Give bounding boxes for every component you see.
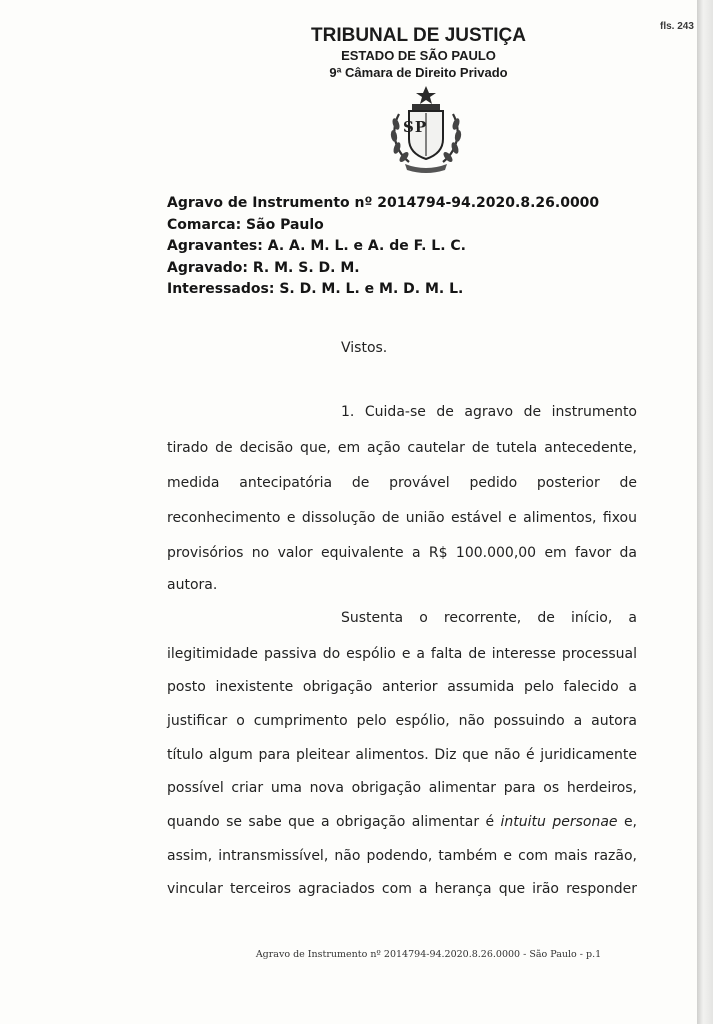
agravantes: Agravantes: A. A. M. L. e A. de F. L. C. bbox=[167, 238, 467, 254]
paragraph2-line bbox=[167, 814, 637, 830]
court-state: ESTADO DE SÃO PAULO bbox=[341, 48, 496, 63]
page-footer: Agravo de Instrumento nº 2014794-94.2020.8.26.0000 - São Paulo - p.1 bbox=[255, 949, 602, 960]
case-caption bbox=[167, 193, 599, 301]
paragraph1-line: reconhecimento e dissolução de união estável e alimentos, fixou bbox=[167, 510, 637, 526]
line-text: quando se sabe que a obrigação alimentar é bbox=[167, 814, 501, 830]
paragraph2-line: título algum para pleitear alimentos. Diz que não é juridicamente bbox=[167, 747, 637, 763]
paragraph1-line: medida antecipatória de provável pedido posterior de bbox=[167, 475, 637, 491]
vistos: Vistos. bbox=[341, 340, 388, 356]
paragraph2-line: posto inexistente obrigação anterior assumida pelo falecido a bbox=[167, 679, 637, 695]
interessados: Interessados: S. D. M. L. e M. D. M. L. bbox=[167, 281, 464, 297]
case-number: Agravo de Instrumento nº 2014794-94.2020.8.26.0000 bbox=[167, 195, 600, 211]
paragraph2-line: assim, intransmissível, não podendo, também e com mais razão, bbox=[167, 848, 637, 864]
seal-letters: SP bbox=[403, 118, 428, 136]
page-number-mark: fls. 243 bbox=[660, 21, 694, 32]
paragraph1-line: tirado de decisão que, em ação cautelar de tutela antecedente, bbox=[167, 440, 637, 456]
paragraph1-line: autora. bbox=[167, 577, 218, 593]
paragraph2-line: Sustenta o recorrente, de início, a bbox=[341, 610, 637, 626]
page-edge bbox=[697, 0, 713, 1024]
court-title: TRIBUNAL DE JUSTIÇA bbox=[311, 25, 526, 46]
paragraph2-line: justificar o cumprimento pelo espólio, não possuindo a autora bbox=[167, 713, 637, 729]
paragraph2-line: ilegitimidade passiva do espólio e a falta de interesse processual bbox=[167, 646, 637, 662]
paragraph2-line: possível criar uma nova obrigação alimentar para os herdeiros, bbox=[167, 780, 637, 796]
paragraph1-line: 1. Cuida-se de agravo de instrumento bbox=[341, 404, 637, 420]
court-chamber: 9ª Câmara de Direito Privado bbox=[329, 65, 508, 80]
paragraph1-line: provisórios no valor equivalente a R$ 100.000,00 em favor da bbox=[167, 545, 637, 561]
agravado: Agravado: R. M. S. D. M. bbox=[167, 259, 360, 276]
latin-term: intuitu personae bbox=[500, 814, 618, 830]
paragraph2-line: vincular terceiros agraciados com a herança que irão responder bbox=[167, 881, 637, 897]
comarca: Comarca: São Paulo bbox=[167, 216, 324, 233]
line-text: e, bbox=[617, 814, 638, 830]
